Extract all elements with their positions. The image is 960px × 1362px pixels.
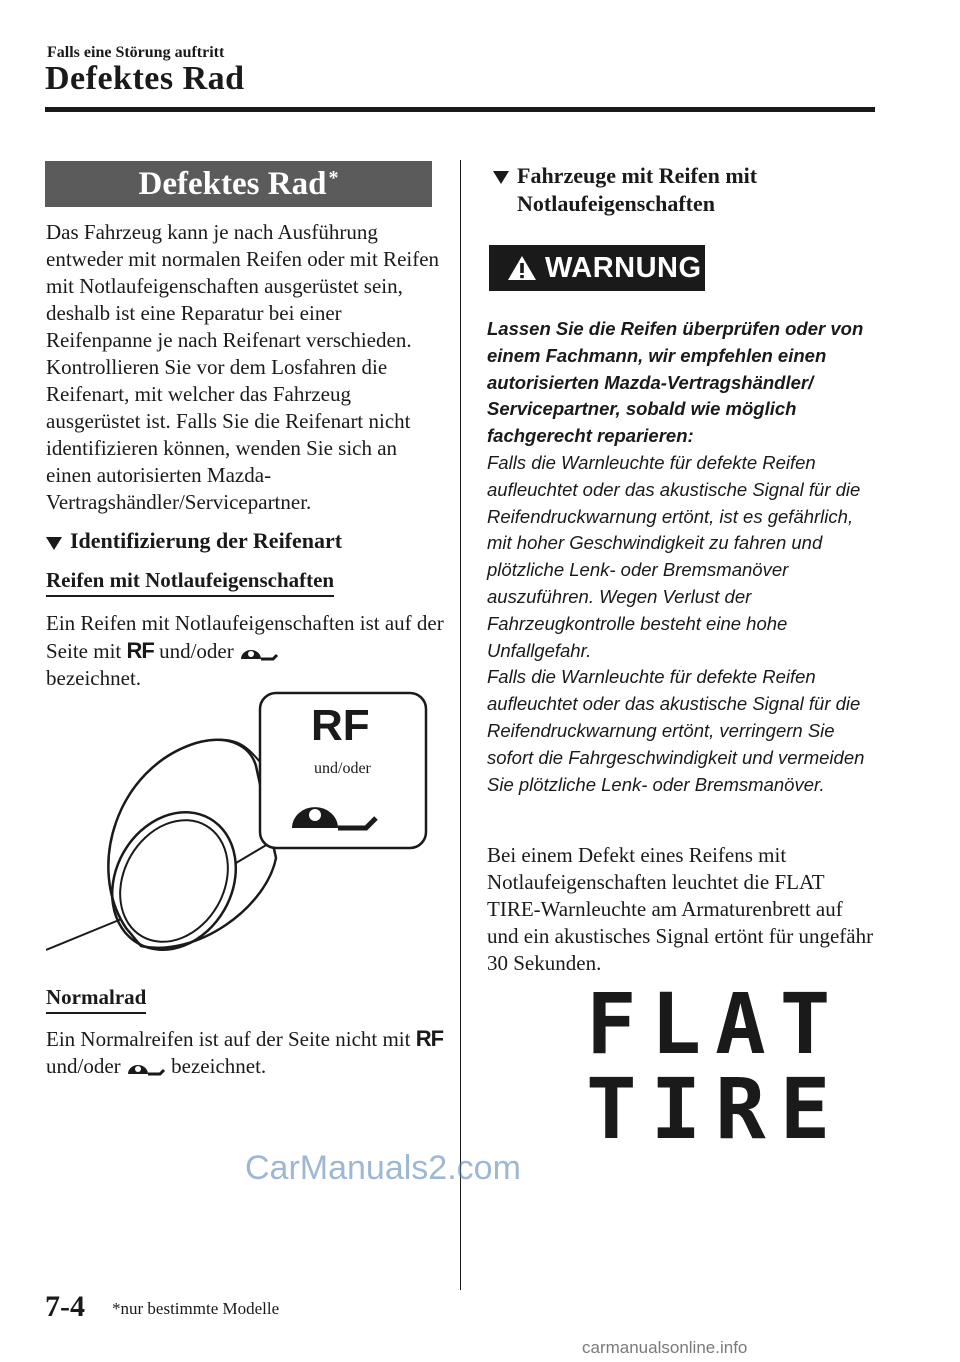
- subheading-runflat-vehicles: [493, 162, 853, 218]
- runflat-paragraph: [46, 610, 446, 692]
- illustration-or-label: und/oder: [314, 760, 371, 777]
- normal-text-1: Ein Normalreifen ist auf der Seite nicht mit: [46, 1027, 411, 1051]
- column-divider: [460, 160, 461, 1290]
- page-title: Defektes Rad: [45, 60, 245, 97]
- normal-heading: Normalrad: [46, 985, 146, 1014]
- runflat-text-1: Ein Reifen mit Notlaufeigenschaften ist auf der Seite mit: [46, 611, 444, 663]
- flat-tire-indicator-line-2: TIRE: [586, 1060, 845, 1158]
- normal-paragraph: [46, 1025, 446, 1080]
- subheading-text: Fahrzeuge mit Reifen mit Notlaufeigenschaften: [517, 163, 758, 216]
- warning-text-block: [487, 316, 877, 798]
- triangle-bullet-icon: [46, 537, 62, 550]
- illustration-rf-label: RF: [311, 701, 370, 750]
- watermark: CarManuals2.com: [245, 1149, 521, 1187]
- subheading-identification: [46, 528, 342, 554]
- warning-label: WARNUNG: [545, 251, 702, 284]
- warning-bold-text: Lassen Sie die Reifen überprüfen oder von einem Fachmann, wir empfehlen einen autorisierten Mazda-Vertragshändler/ Servicepartner, sobald wie möglich fachgerecht reparieren:: [487, 318, 864, 447]
- flat-tire-paragraph: Bei einem Defekt eines Reifens mit Notlaufeigenschaften leuchtet die FLAT TIRE-Warnleuchte am Armaturenbrett auf und ein akustisches Signal ertönt für ungefähr 30 Sekunden.: [487, 843, 874, 975]
- section-banner: [45, 161, 432, 207]
- section-label: Falls eine Störung auftritt: [47, 44, 225, 61]
- page-number: 7-4: [45, 1290, 85, 1323]
- source-footer: carmanualsonline.info: [582, 1338, 748, 1357]
- subheading-text: Identifizierung der Reifenart: [70, 528, 343, 553]
- rf-symbol-icon: RF: [415, 1026, 444, 1051]
- triangle-bullet-icon: [493, 171, 509, 184]
- intro-paragraph: Das Fahrzeug kann je nach Ausführung entweder mit normalen Reifen oder mit Reifen mit Notlaufeigenschaften ausgerüstet sein, deshalb ist eine Reparatur bei einer Reifenpanne je nach Reifenart verschieden. Kontrollieren Sie vor dem Losfahren die Reifenart, mit welcher das Fahrzeug ausgerüstet ist. Falls Sie die Reifenart nicht identifizieren können, wenden Sie sich an einen autorisierten Mazda-Vertragshändler/Servicepartner.: [46, 220, 440, 514]
- rf-symbol-icon: RF: [126, 638, 154, 663]
- warning-badge: [489, 245, 705, 291]
- normal-text-2: und/oder: [46, 1054, 121, 1078]
- runflat-tire-symbol-icon: [239, 641, 279, 661]
- header-rule: [45, 107, 875, 112]
- warning-triangle-icon: [507, 255, 537, 281]
- runflat-text-3: bezeichnet.: [46, 666, 142, 690]
- runflat-heading: Reifen mit Notlaufeigenschaften: [46, 568, 334, 597]
- warning-text-1: Falls die Warnleuchte für defekte Reifen aufleuchtet oder das akustische Signal für die Reifendruckwarnung ertönt, ist es gefährlich, mit hoher Geschwindigkeit zu fahren und plötzliche Lenk- oder Bremsmanöver auszuführen. Wegen Verlust der Fahrzeugkontrolle besteht eine hohe Unfallgefahr.: [487, 451, 861, 661]
- runflat-tire-symbol-icon: [126, 1056, 166, 1076]
- runflat-text-2: und/oder: [159, 639, 234, 663]
- normal-text-3: bezeichnet.: [171, 1054, 267, 1078]
- banner-title: Defektes Rad: [138, 165, 327, 202]
- footnote: *nur bestimmte Modelle: [112, 1299, 280, 1318]
- warning-text-2: Falls die Warnleuchte für defekte Reifen aufleuchtet oder das akustische Signal für die Reifendruckwarnung ertönt, verringern Sie sofort die Fahrgeschwindigkeit und vermeiden Sie plötzliche Lenk- oder Bremsmanöver.: [487, 666, 865, 795]
- banner-asterisk: *: [328, 166, 339, 189]
- tire-marking-illustration: [46, 688, 431, 960]
- flat-tire-indicator-line-1: FLAT: [586, 975, 845, 1073]
